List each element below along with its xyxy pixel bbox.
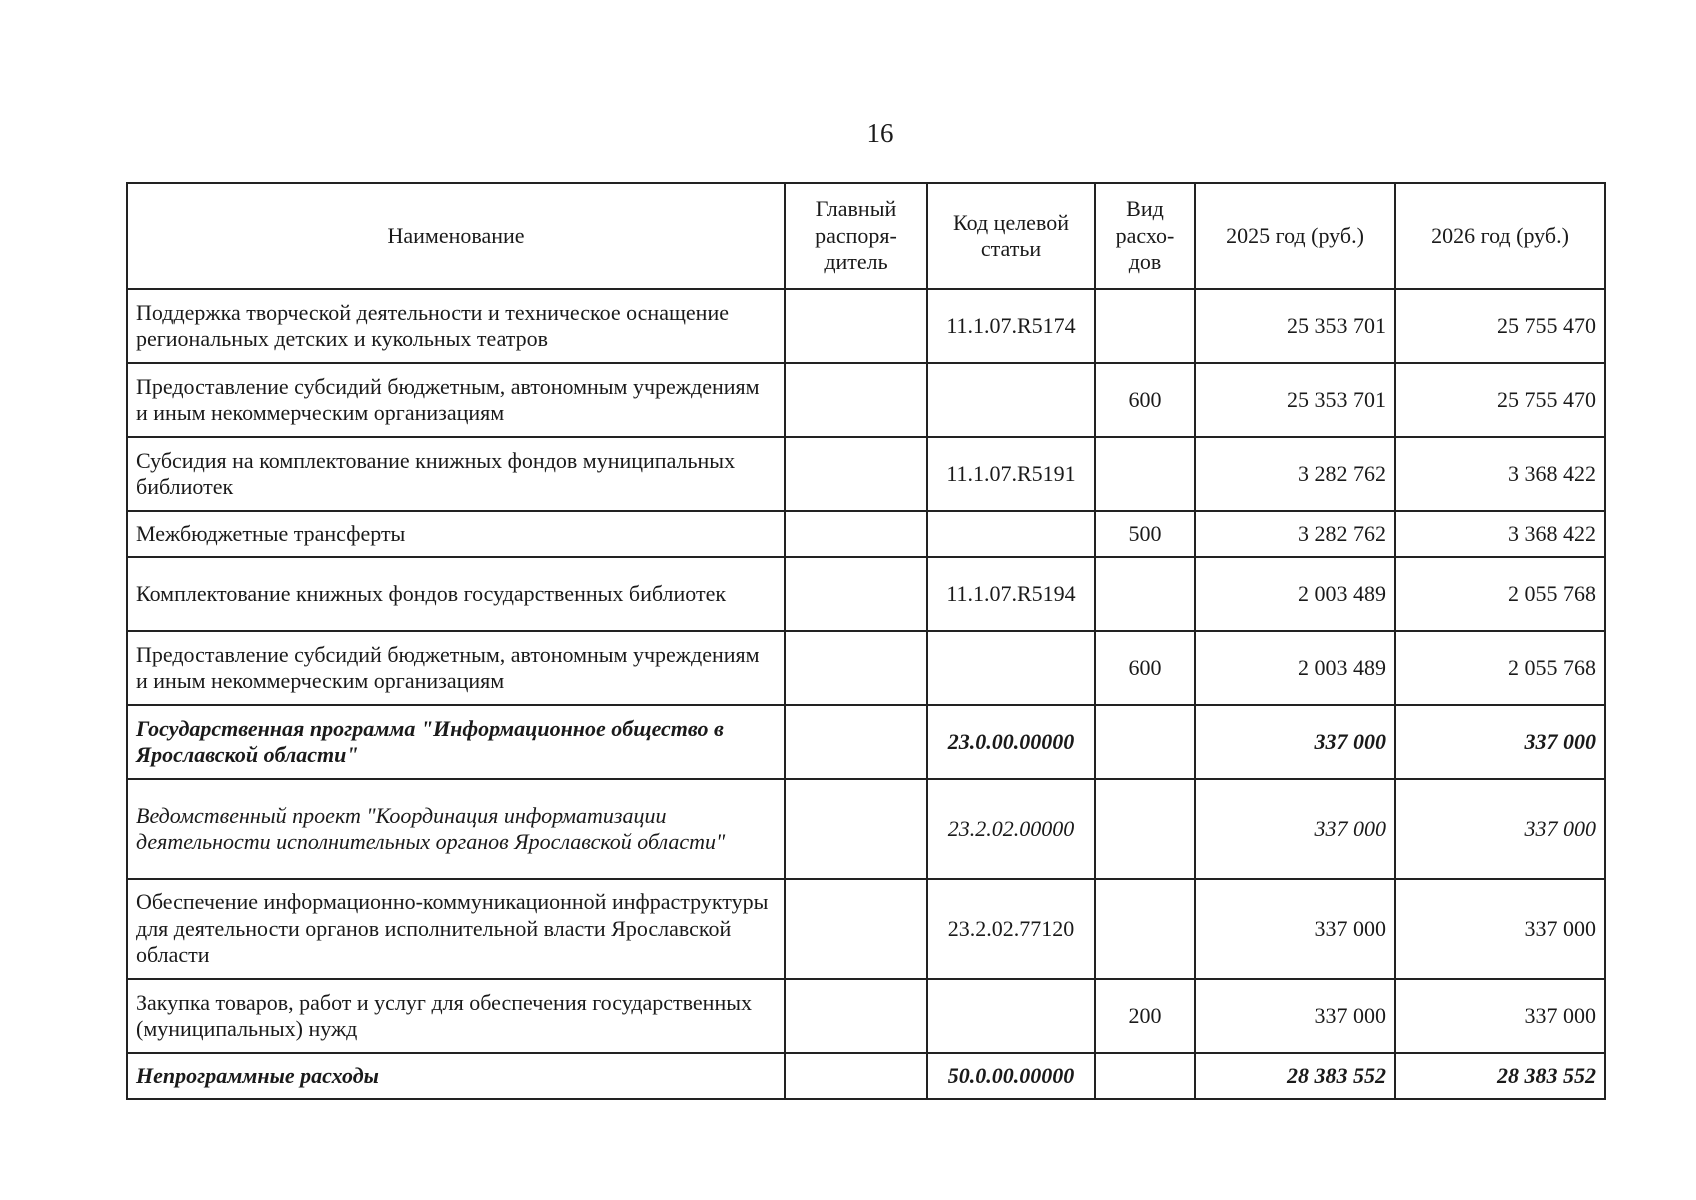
- header-manager: Главный распоря-дитель: [785, 183, 927, 289]
- row-2026: 3 368 422: [1395, 437, 1605, 511]
- row-manager: [785, 705, 927, 779]
- row-2025: 25 353 701: [1195, 363, 1395, 437]
- table-row: [127, 511, 1605, 557]
- row-2026: 25 755 470: [1395, 363, 1605, 437]
- budget-table: [126, 182, 1606, 1100]
- row-code: 11.1.07.R5194: [927, 557, 1095, 631]
- row-manager: [785, 437, 927, 511]
- row-code: 23.2.02.77120: [927, 879, 1095, 979]
- table-header-row: [127, 183, 1605, 289]
- table-row: [127, 363, 1605, 437]
- row-2025: 2 003 489: [1195, 557, 1395, 631]
- header-type: Вид расхо-дов: [1095, 183, 1195, 289]
- table-row: [127, 779, 1605, 879]
- table-row: [127, 879, 1605, 979]
- row-name: Непрограммные расходы: [127, 1053, 785, 1099]
- row-name: Ведомственный проект "Координация информатизации деятельности исполнительных органов Ярославской области": [127, 779, 785, 879]
- row-2026: 337 000: [1395, 979, 1605, 1053]
- row-type: [1095, 557, 1195, 631]
- row-code: [927, 631, 1095, 705]
- header-2025: 2025 год (руб.): [1195, 183, 1395, 289]
- row-name: Межбюджетные трансферты: [127, 511, 785, 557]
- row-manager: [785, 363, 927, 437]
- row-manager: [785, 1053, 927, 1099]
- row-type: 600: [1095, 631, 1195, 705]
- row-name: Комплектование книжных фондов государственных библиотек: [127, 557, 785, 631]
- row-code: 23.2.02.00000: [927, 779, 1095, 879]
- row-2025: 337 000: [1195, 879, 1395, 979]
- row-manager: [785, 289, 927, 363]
- row-type: [1095, 705, 1195, 779]
- row-2026: 3 368 422: [1395, 511, 1605, 557]
- row-type: [1095, 437, 1195, 511]
- row-name: Предоставление субсидий бюджетным, автономным учреждениям и иным некоммерческим организациям: [127, 631, 785, 705]
- table-row: [127, 705, 1605, 779]
- row-manager: [785, 631, 927, 705]
- table-row: [127, 437, 1605, 511]
- row-type: [1095, 289, 1195, 363]
- row-manager: [785, 511, 927, 557]
- row-2025: 25 353 701: [1195, 289, 1395, 363]
- row-name: Поддержка творческой деятельности и техническое оснащение региональных детских и кукольных театров: [127, 289, 785, 363]
- row-2025: 3 282 762: [1195, 511, 1395, 557]
- row-2026: 337 000: [1395, 779, 1605, 879]
- row-2025: 2 003 489: [1195, 631, 1395, 705]
- row-2026: 25 755 470: [1395, 289, 1605, 363]
- table-row: [127, 631, 1605, 705]
- row-manager: [785, 879, 927, 979]
- row-manager: [785, 979, 927, 1053]
- row-name: Предоставление субсидий бюджетным, автономным учреждениям и иным некоммерческим организациям: [127, 363, 785, 437]
- row-2025: 337 000: [1195, 979, 1395, 1053]
- row-2025: 28 383 552: [1195, 1053, 1395, 1099]
- row-type: 500: [1095, 511, 1195, 557]
- table-row: [127, 557, 1605, 631]
- row-2026: 28 383 552: [1395, 1053, 1605, 1099]
- row-2026: 2 055 768: [1395, 631, 1605, 705]
- row-type: 600: [1095, 363, 1195, 437]
- row-type: [1095, 779, 1195, 879]
- row-2025: 337 000: [1195, 779, 1395, 879]
- table-row: [127, 289, 1605, 363]
- table-row: [127, 979, 1605, 1053]
- row-2026: 2 055 768: [1395, 557, 1605, 631]
- row-manager: [785, 779, 927, 879]
- row-code: [927, 363, 1095, 437]
- header-code: Код целевой статьи: [927, 183, 1095, 289]
- row-code: 50.0.00.00000: [927, 1053, 1095, 1099]
- header-name: Наименование: [127, 183, 785, 289]
- row-name: Субсидия на комплектование книжных фондов муниципальных библиотек: [127, 437, 785, 511]
- row-code: [927, 511, 1095, 557]
- row-code: 23.0.00.00000: [927, 705, 1095, 779]
- row-code: [927, 979, 1095, 1053]
- row-2025: 337 000: [1195, 705, 1395, 779]
- row-name: Государственная программа "Информационное общество в Ярославской области": [127, 705, 785, 779]
- page-number: 16: [866, 118, 894, 148]
- row-manager: [785, 557, 927, 631]
- row-name: Закупка товаров, работ и услуг для обеспечения государственных (муниципальных) нужд: [127, 979, 785, 1053]
- row-type: 200: [1095, 979, 1195, 1053]
- row-2026: 337 000: [1395, 879, 1605, 979]
- row-type: [1095, 1053, 1195, 1099]
- row-name: Обеспечение информационно-коммуникационной инфраструктуры для деятельности органов исполнительной власти Ярославской области: [127, 879, 785, 979]
- row-type: [1095, 879, 1195, 979]
- row-2026: 337 000: [1395, 705, 1605, 779]
- row-code: 11.1.07.R5174: [927, 289, 1095, 363]
- row-2025: 3 282 762: [1195, 437, 1395, 511]
- header-2026: 2026 год (руб.): [1395, 183, 1605, 289]
- row-code: 11.1.07.R5191: [927, 437, 1095, 511]
- table-row: [127, 1053, 1605, 1099]
